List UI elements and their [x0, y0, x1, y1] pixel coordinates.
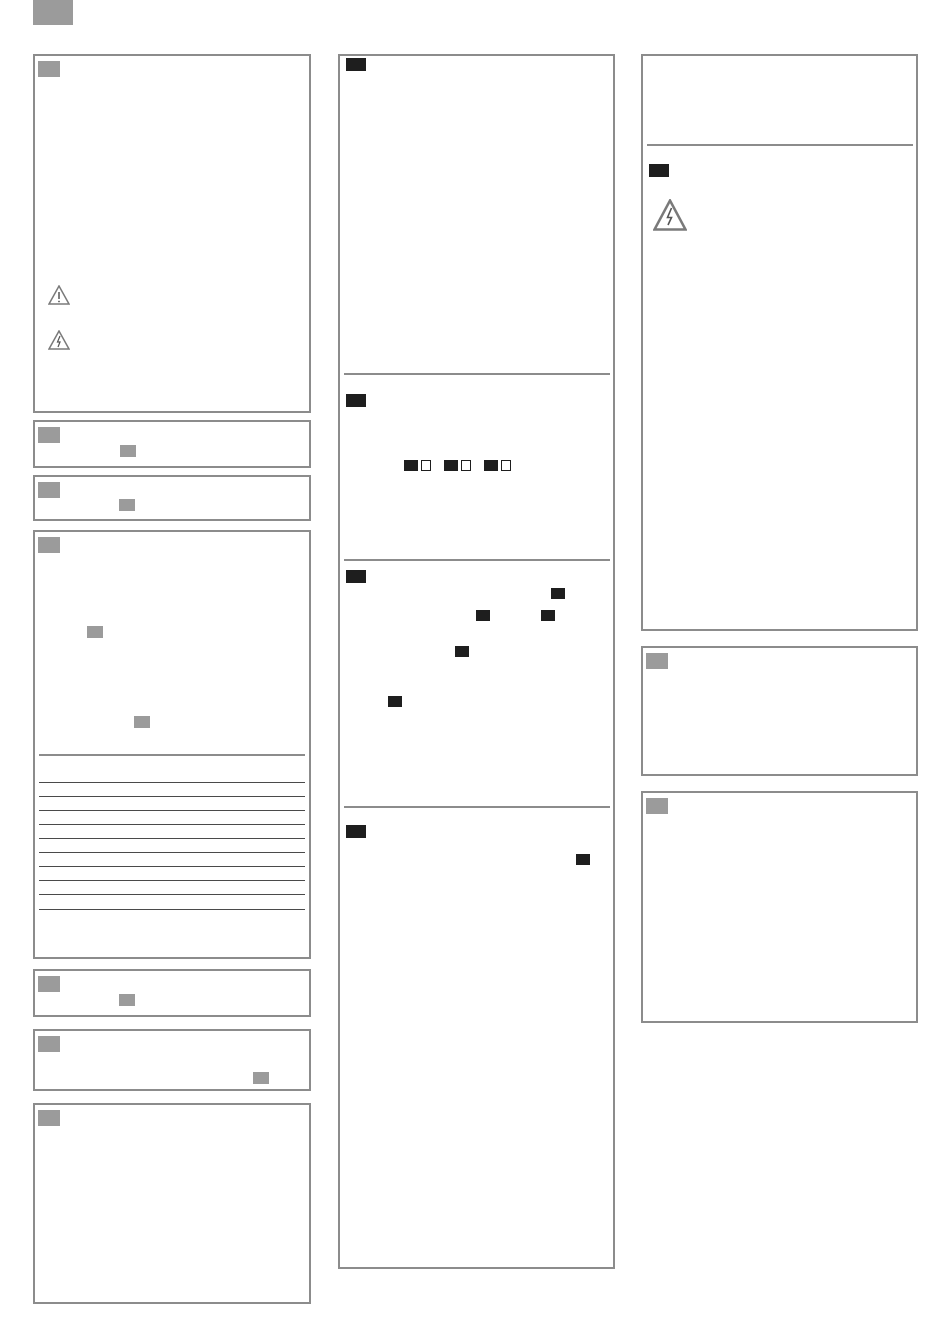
reference-tag: [484, 460, 498, 471]
reference-tag: [119, 994, 135, 1006]
left-section-1: [33, 54, 311, 413]
table-row: [39, 909, 305, 910]
reference-tag: [119, 499, 135, 511]
reference-tag: [576, 854, 590, 865]
section-tag: [346, 825, 366, 838]
electric-hazard-icon: [48, 330, 70, 350]
middle-column-frame: [338, 54, 615, 1269]
table-row: [39, 866, 305, 867]
warning-triangle-icon: [48, 285, 70, 305]
table-row: [39, 810, 305, 811]
electric-hazard-icon: [653, 199, 687, 231]
table-row: [39, 824, 305, 825]
section-tag: [346, 394, 366, 407]
reference-tag: [87, 626, 103, 638]
left-section-6: [33, 1029, 311, 1091]
section-tag: [38, 61, 60, 77]
section-divider: [647, 144, 913, 146]
checkbox-empty: [421, 460, 431, 471]
section-tag: [38, 537, 60, 553]
corner-marker: [33, 0, 73, 25]
reference-tag: [120, 445, 136, 457]
reference-tag: [476, 610, 490, 621]
table-row: [39, 894, 305, 895]
section-tag: [649, 164, 669, 177]
section-tag: [38, 482, 60, 498]
table-row: [39, 838, 305, 839]
section-tag: [646, 653, 668, 669]
table-row: [39, 880, 305, 881]
section-divider: [344, 373, 610, 375]
right-section-2: [641, 646, 918, 776]
section-tag: [38, 976, 60, 992]
reference-tag: [134, 716, 150, 728]
checkbox-empty: [461, 460, 471, 471]
reference-tag: [551, 588, 565, 599]
left-section-7: [33, 1103, 311, 1304]
reference-tag: [404, 460, 418, 471]
left-section-3: [33, 475, 311, 521]
section-divider: [344, 806, 610, 808]
reference-tag: [455, 646, 469, 657]
left-section-2: [33, 420, 311, 468]
checkbox-empty: [501, 460, 511, 471]
table-row: [39, 796, 305, 797]
right-section-1: [641, 54, 918, 631]
table-header-rule: [39, 754, 305, 756]
reference-tag: [541, 610, 555, 621]
table-row: [39, 852, 305, 853]
reference-tag: [444, 460, 458, 471]
section-tag: [38, 1036, 60, 1052]
section-tag: [38, 427, 60, 443]
reference-tag: [253, 1072, 269, 1084]
left-section-5: [33, 969, 311, 1017]
section-tag: [38, 1110, 60, 1126]
section-tag: [646, 798, 668, 814]
reference-tag: [388, 696, 402, 707]
section-tag: [346, 58, 366, 71]
section-divider: [344, 559, 610, 561]
section-tag: [346, 570, 366, 583]
table-row: [39, 782, 305, 783]
right-section-3: [641, 791, 918, 1023]
left-section-4: [33, 530, 311, 959]
